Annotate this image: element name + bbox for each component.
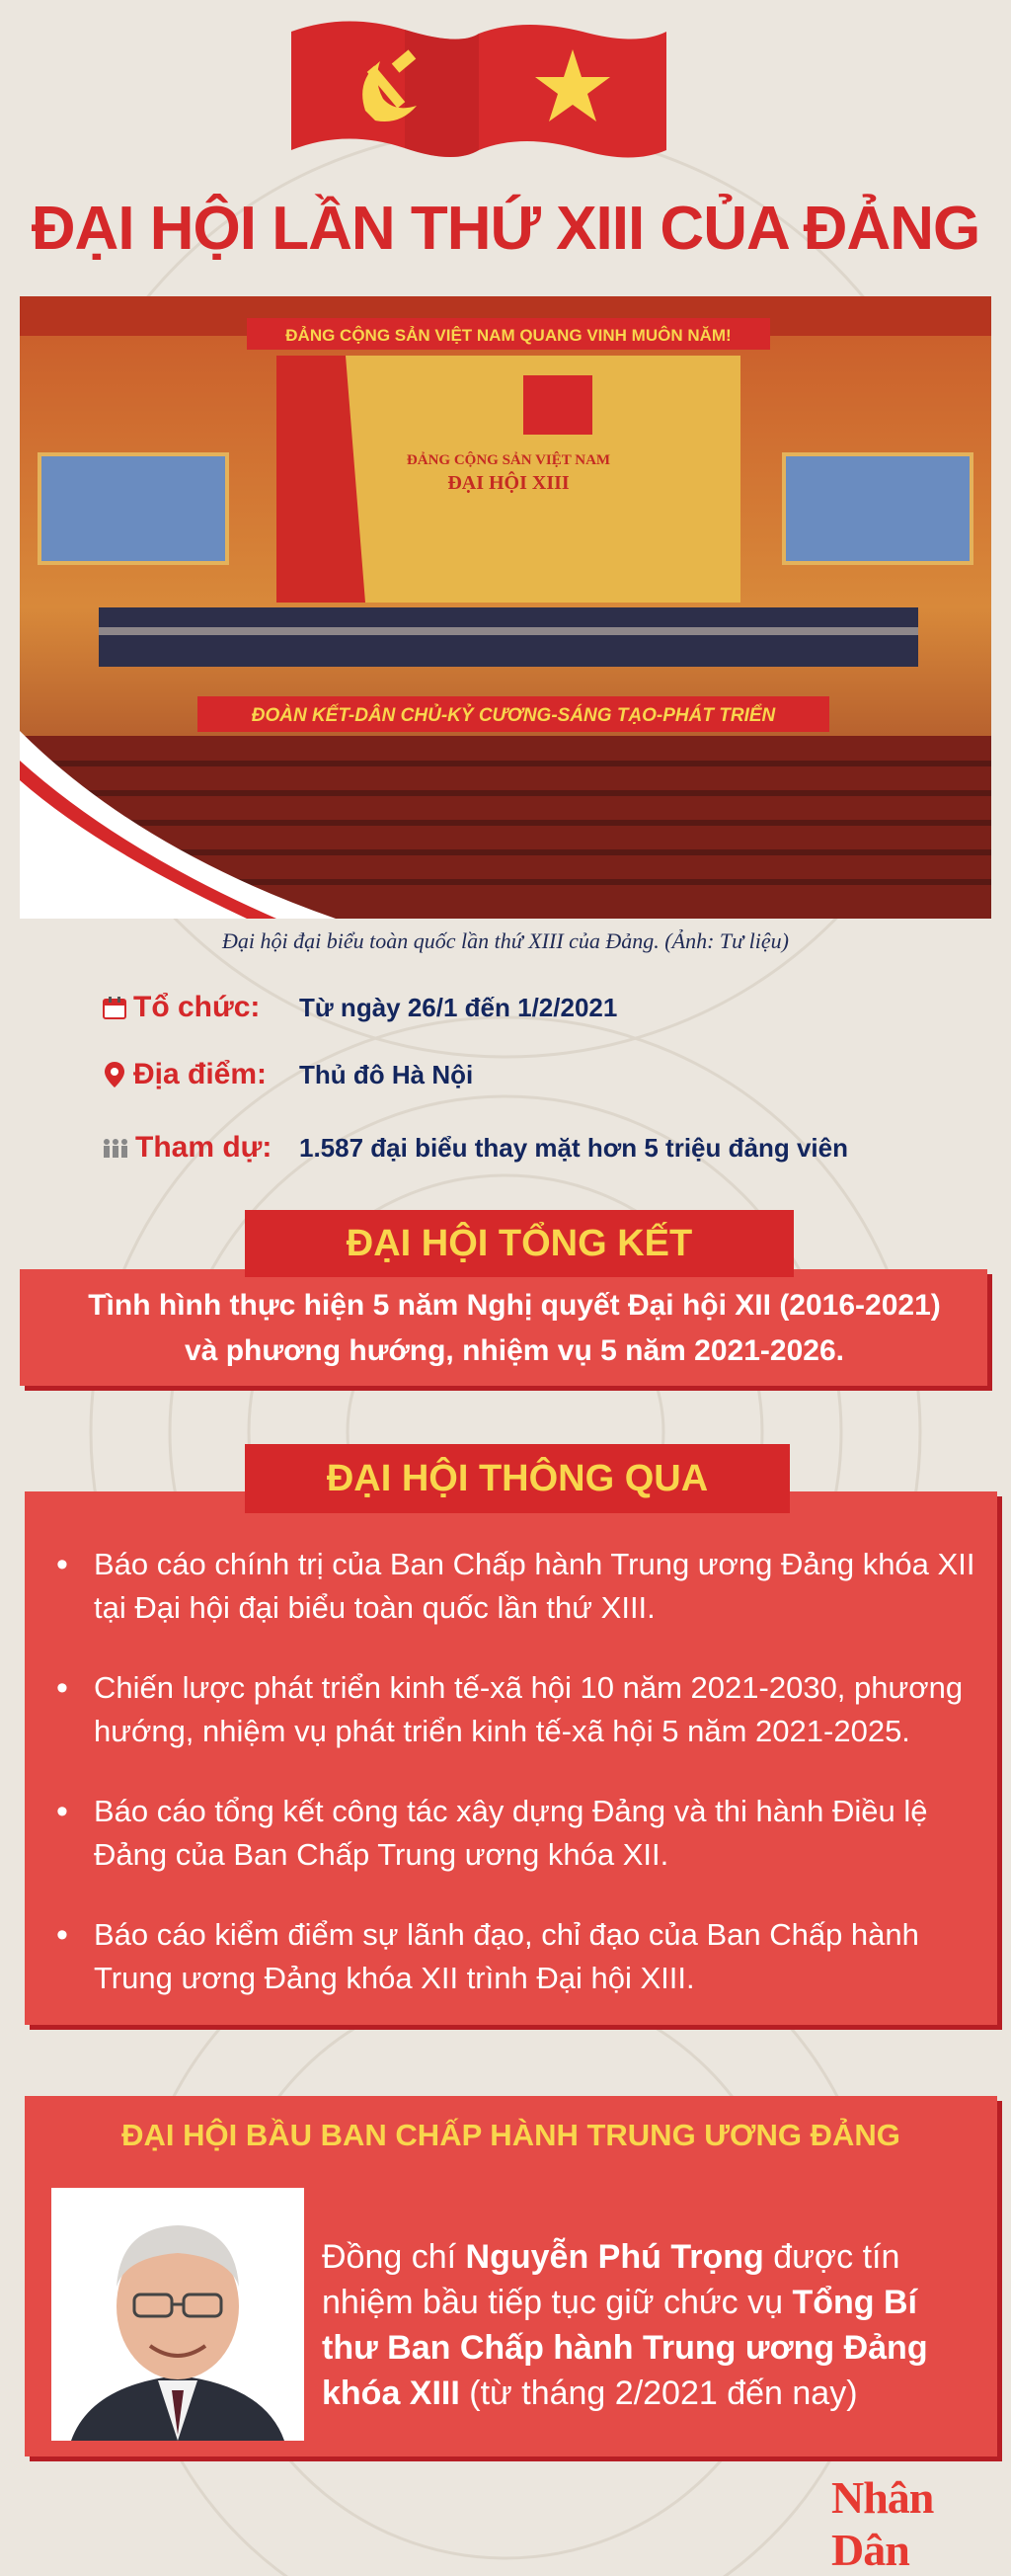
summary-box (20, 1269, 987, 1386)
location-pin-icon (102, 1060, 127, 1089)
photo-top-banner: ĐẢNG CỘNG SẢN VIỆT NAM QUANG VINH MUÔN NĂM! (285, 326, 732, 345)
info-label-organized: Tổ chức: (133, 991, 261, 1023)
info-row-location (102, 1055, 473, 1094)
portrait-photo (51, 2188, 304, 2441)
info-value-location: Thủ đô Hà Nội (299, 1059, 474, 1089)
photo-stage-line2: ĐẠI HỘI XIII (447, 472, 570, 494)
list-item: • Chiến lược phát triển kinh tế-xã hội 10 năm 2021-2030, phương hướng, nhiệm vụ phát triển kinh tế-xã hội 5 năm 2021-2025. (56, 1669, 964, 1748)
info-label-location: Địa điểm: (133, 1058, 268, 1090)
leader-role: Tổng Bí thư Ban Chấp hành Trung ương Đảng khóa XIII (322, 2284, 928, 2412)
summary-line1: Tình hình thực hiện 5 năm Nghị quyết Đại hội XII (2016-2021) (88, 1289, 941, 1322)
adopted-box (25, 1491, 997, 2025)
summary-line2: và phương hướng, nhiệm vụ 5 năm 2021-2026. (185, 1334, 844, 1367)
info-value-organized: Từ ngày 26/1 đến 1/2/2021 (299, 992, 618, 1022)
list-item: • Báo cáo tổng kết công tác xây dựng Đảng và thi hành Điều lệ Đảng của Ban Chấp Trung ương khóa XII. (56, 1793, 928, 1872)
election-heading: ĐẠI HỘI BẦU BAN CHẤP HÀNH TRUNG ƯƠNG ĐẢNG (121, 2118, 900, 2152)
calendar-icon (102, 995, 127, 1020)
nhan-dan-logo: Nhân Dân (831, 2472, 934, 2575)
photo-stage-line1: ĐẢNG CỘNG SẢN VIỆT NAM (406, 452, 611, 468)
list-item: • Báo cáo kiểm điểm sự lãnh đạo, chỉ đạo của Ban Chấp hành Trung ương Đảng khóa XII trình Đại hội XIII. (56, 1916, 919, 1995)
summary-heading: ĐẠI HỘI TỔNG KẾT (245, 1210, 794, 1277)
bio-text: Đồng chí Nguyễn Phú Trọng được tín nhiệm bầu tiếp tục giữ chức vụ Tổng Bí thư Ban Chấp hành Trung ương Đảng khóa XIII (từ tháng 2/2021 đến nay) (322, 2238, 928, 2412)
people-icon (102, 1135, 129, 1161)
congress-hall-photo (20, 296, 991, 919)
info-row-organized (102, 988, 617, 1027)
photo-caption: Đại hội đại biểu toàn quốc lần thứ XIII của Đảng. (Ảnh: Tư liệu) (222, 928, 789, 953)
leader-name: Nguyễn Phú Trọng (465, 2238, 764, 2276)
photo-bottom-banner: ĐOÀN KẾT-DÂN CHỦ-KỶ CƯƠNG-SÁNG TẠO-PHÁT TRIỂN (251, 705, 776, 726)
page-title: ĐẠI HỘI LẦN THỨ XIII CỦA ĐẢNG (31, 195, 980, 263)
info-row-attendance (102, 1128, 848, 1167)
info-value-attendance: 1.587 đại biểu thay mặt hơn 5 triệu đảng viên (299, 1132, 848, 1163)
adopted-heading: ĐẠI HỘI THÔNG QUA (245, 1444, 790, 1513)
list-item: • Báo cáo chính trị của Ban Chấp hành Trung ương Đảng khóa XII tại Đại hội đại biểu toàn quốc lần thứ XIII. (56, 1546, 975, 1625)
adopted-list (54, 1543, 1002, 2037)
info-label-attendance: Tham dự: (135, 1131, 272, 1164)
party-and-national-flag-icon (286, 12, 671, 170)
